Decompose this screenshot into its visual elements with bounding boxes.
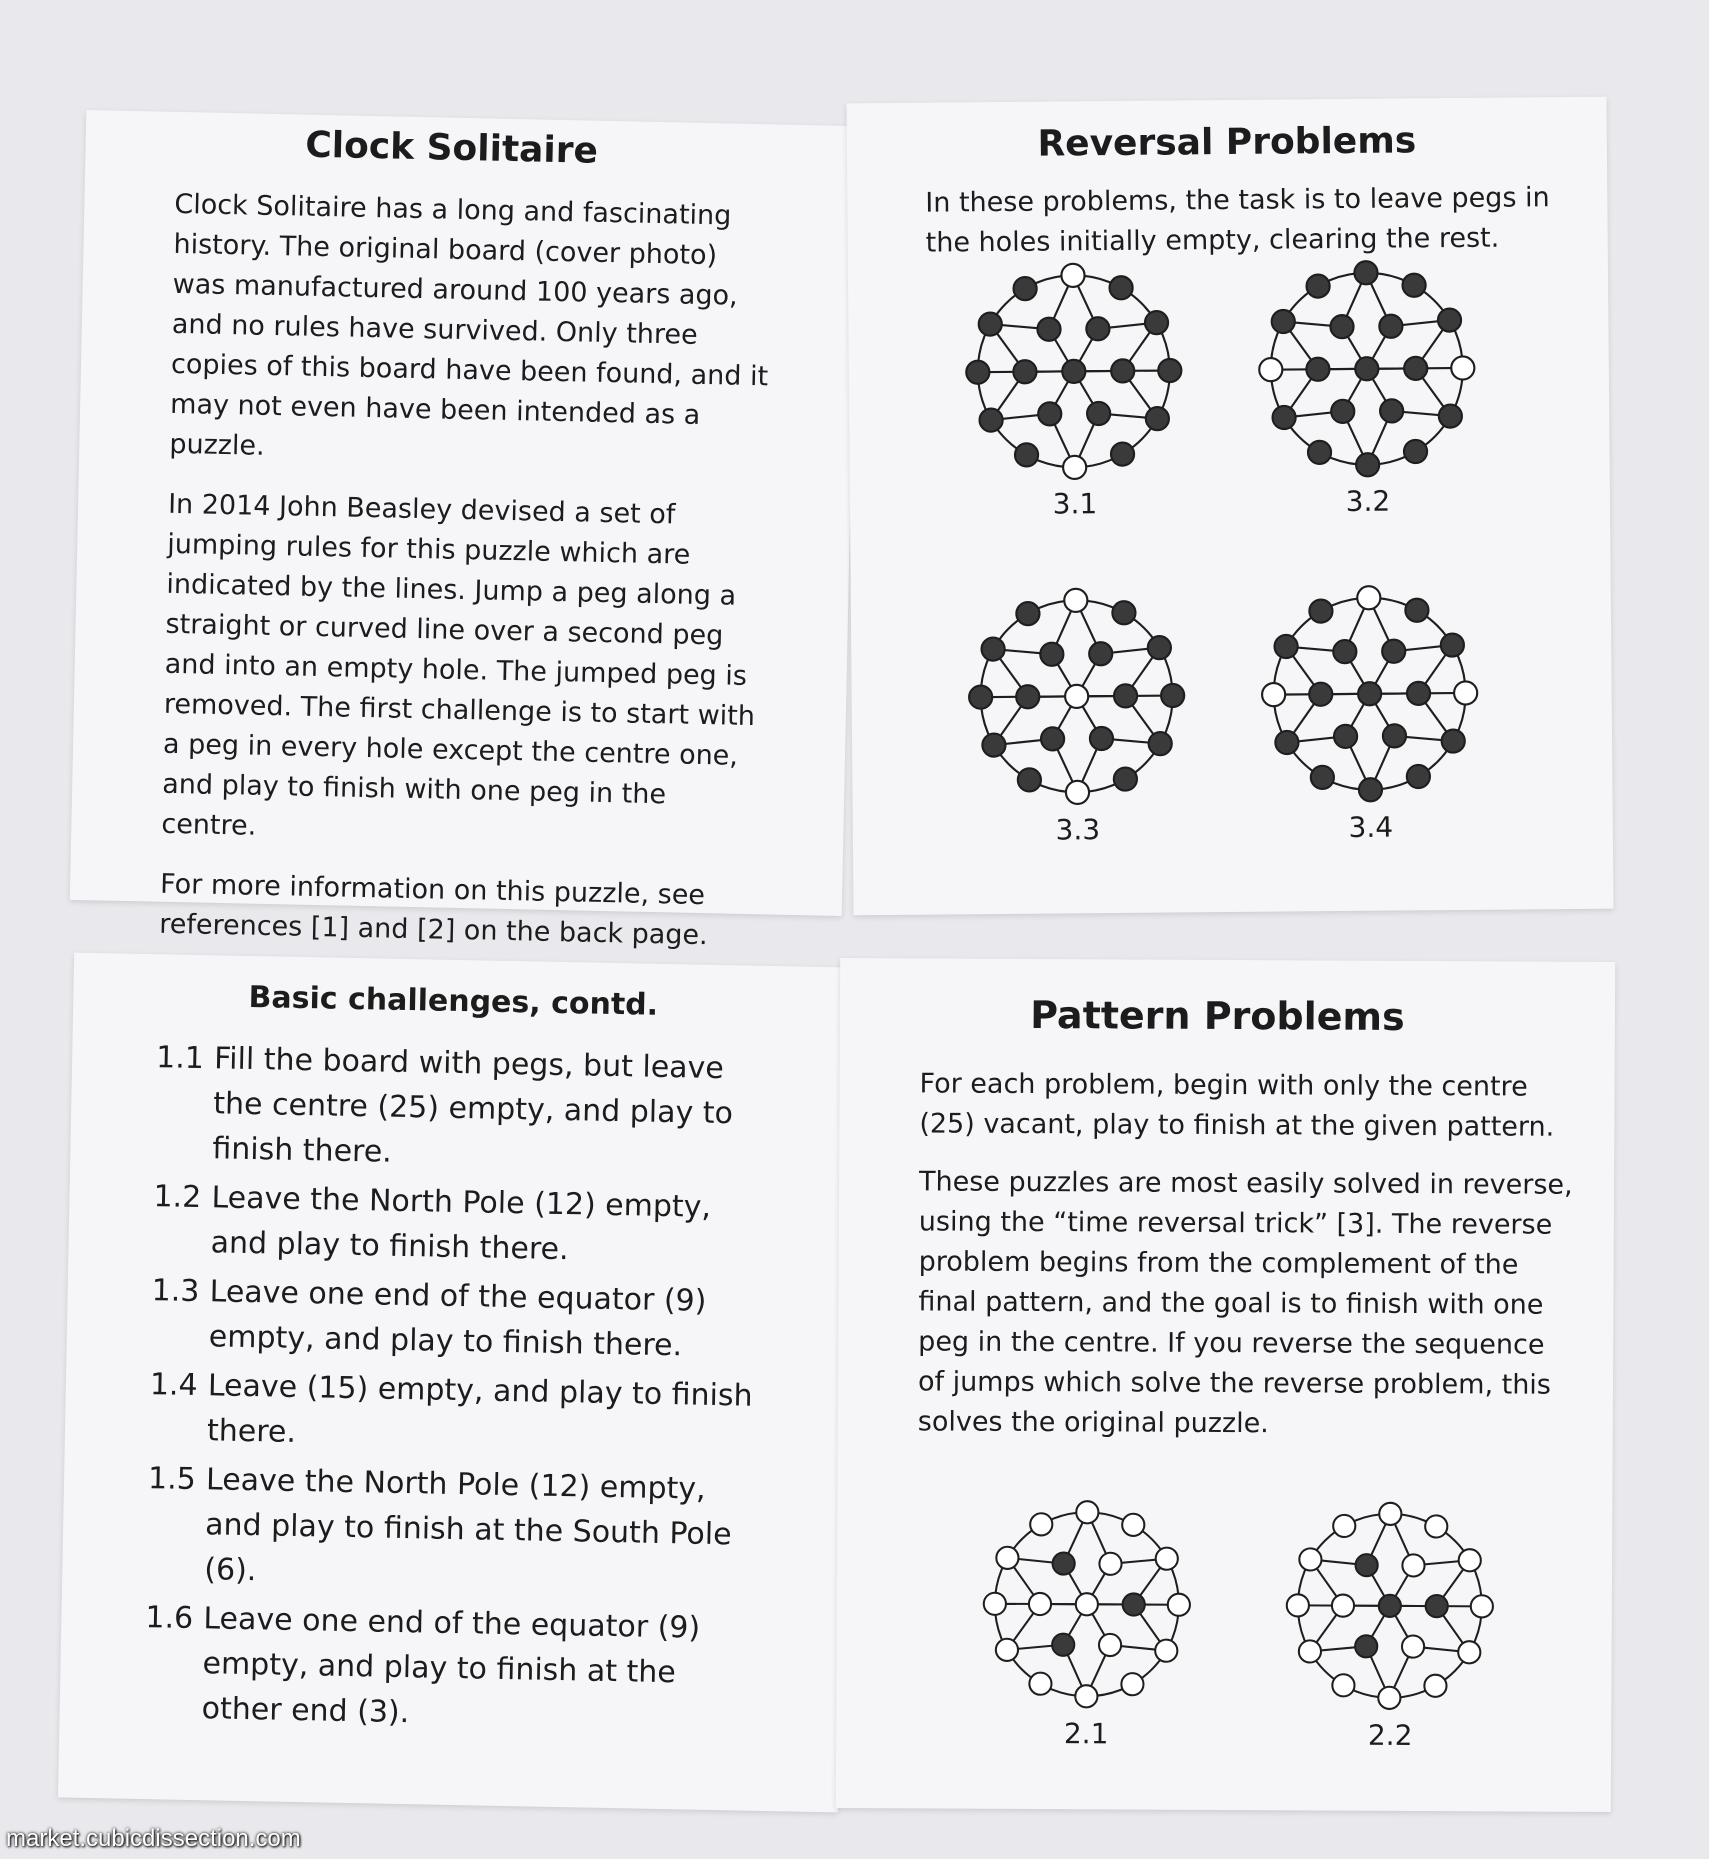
inner-peg — [1089, 642, 1112, 665]
basic-title: Basic challenges, contd. — [248, 979, 659, 1023]
outer-hole — [1064, 589, 1087, 612]
page-basic-challenges — [58, 953, 854, 1813]
item-number: 1.4 — [149, 1367, 198, 1404]
item-text: Leave one end of the equator (9) empty, and play to finish at the other end (3). — [201, 1601, 701, 1731]
centre-hole — [1076, 1593, 1098, 1615]
inner-peg — [1013, 360, 1036, 383]
outer-hole — [1471, 1595, 1493, 1617]
inner-peg — [1404, 357, 1427, 380]
inner-peg — [1382, 640, 1405, 663]
outer-peg — [1149, 732, 1172, 755]
list-item — [146, 1456, 814, 1604]
outer-peg — [1114, 767, 1137, 790]
outer-hole — [1424, 1675, 1446, 1697]
outer-hole — [1168, 1594, 1190, 1616]
inner-hole — [1332, 1594, 1354, 1616]
centre-peg — [1358, 682, 1381, 705]
inner-peg — [1383, 724, 1406, 747]
outer-peg — [1308, 441, 1331, 464]
outer-hole — [1122, 1514, 1144, 1536]
outer-hole — [1333, 1515, 1355, 1537]
outer-hole — [1425, 1515, 1447, 1537]
outer-hole — [1156, 1548, 1178, 1570]
outer-hole — [1076, 1501, 1098, 1523]
centre-peg — [1355, 357, 1378, 380]
board-3-4 — [1229, 573, 1511, 815]
outer-hole — [1287, 1594, 1309, 1616]
outer-peg — [1441, 633, 1464, 656]
outer-peg — [1158, 359, 1181, 382]
inner-peg — [1309, 683, 1332, 706]
outer-peg — [1311, 766, 1334, 789]
outer-hole — [1454, 681, 1477, 704]
outer-hole — [1061, 264, 1084, 287]
board-caption: 3.3 — [1055, 813, 1101, 847]
outer-peg — [1275, 731, 1298, 754]
item-text: Leave (15) empty, and play to finish there. — [206, 1368, 753, 1450]
inner-peg — [1331, 400, 1354, 423]
inner-peg — [1333, 640, 1356, 663]
outer-hole — [1332, 1674, 1354, 1696]
outer-hole — [996, 1639, 1018, 1661]
outer-hole — [1066, 781, 1089, 804]
inner-peg — [1426, 1595, 1448, 1617]
inner-peg — [1355, 1635, 1377, 1657]
board-caption: 2.1 — [1063, 1717, 1109, 1751]
outer-peg — [1404, 440, 1427, 463]
inner-peg — [1041, 727, 1064, 750]
inner-peg — [1379, 315, 1402, 338]
list-item — [152, 1174, 820, 1277]
board-caption: 2.2 — [1367, 1718, 1413, 1752]
list-item — [154, 1035, 822, 1183]
inner-hole — [1099, 1634, 1121, 1656]
outer-hole — [1259, 358, 1282, 381]
inner-peg — [1040, 643, 1063, 666]
outer-peg — [1272, 310, 1295, 333]
inner-peg — [1334, 725, 1357, 748]
clock-title: Clock Solitaire — [304, 124, 599, 172]
inner-peg — [1037, 318, 1060, 341]
board-3-1 — [933, 250, 1215, 492]
clock-paragraph: Clock Solitaire has a long and fascinating history. The original board (cover photo) was manufactured around 100 years ago, and no rules have survived. Only three copies of this board have been found, and it may not even have been intended as a puzzle. — [169, 188, 769, 462]
list-item — [150, 1268, 818, 1371]
item-number: 1.3 — [151, 1273, 200, 1310]
inner-peg — [1380, 399, 1403, 422]
outer-peg — [966, 361, 989, 384]
page-clock-solitaire — [70, 110, 858, 952]
outer-hole — [1075, 1685, 1097, 1707]
board-2-2 — [1254, 1490, 1525, 1721]
outer-peg — [1013, 277, 1036, 300]
outer-peg — [1402, 274, 1425, 297]
outer-hole — [1458, 1641, 1480, 1663]
inner-hole — [1029, 1593, 1051, 1615]
inner-peg — [1090, 727, 1113, 750]
pattern-paragraph: For each problem, begin with only the centre (25) vacant, play to finish at the given pattern. — [919, 1068, 1555, 1143]
outer-hole — [996, 1547, 1018, 1569]
item-number: 1.1 — [155, 1040, 205, 1077]
outer-peg — [979, 312, 1002, 335]
outer-hole — [1121, 1673, 1143, 1695]
outer-peg — [981, 637, 1004, 660]
outer-peg — [1274, 635, 1297, 658]
inner-peg — [1330, 315, 1353, 338]
board-2-1 — [951, 1489, 1222, 1720]
inner-peg — [1356, 1554, 1378, 1576]
outer-hole — [1030, 1513, 1052, 1535]
list-item — [143, 1595, 811, 1743]
outer-hole — [1451, 356, 1474, 379]
outer-hole — [1063, 456, 1086, 479]
outer-peg — [979, 408, 1002, 431]
challenge-list — [143, 1035, 822, 1743]
outer-hole — [1299, 1548, 1321, 1570]
item-number: 1.2 — [153, 1179, 202, 1216]
outer-peg — [1407, 765, 1430, 788]
inner-peg — [1407, 682, 1430, 705]
outer-peg — [1356, 453, 1379, 476]
centre-peg — [1062, 360, 1085, 383]
outer-peg — [1148, 636, 1171, 659]
outer-peg — [1359, 778, 1382, 801]
outer-peg — [1442, 729, 1465, 752]
outer-peg — [1112, 601, 1135, 624]
outer-peg — [982, 733, 1005, 756]
centre-hole — [1065, 685, 1088, 708]
outer-peg — [1438, 308, 1461, 331]
outer-hole — [1379, 1503, 1401, 1525]
list-item — [149, 1362, 817, 1465]
item-text: Leave the North Pole (12) empty, and play to finish at the South Pole (6). — [204, 1462, 732, 1589]
outer-peg — [1161, 684, 1184, 707]
pattern-title: Pattern Problems — [1030, 992, 1405, 1039]
item-number: 1.5 — [147, 1461, 197, 1498]
outer-peg — [1439, 404, 1462, 427]
outer-peg — [1018, 768, 1041, 791]
inner-peg — [1087, 402, 1110, 425]
centre-peg — [1379, 1595, 1401, 1617]
page-pattern-problems — [836, 958, 1615, 1812]
pattern-paragraph: These puzzles are most easily solved in reverse, using the “time reversal trick” [3]. The reverse problem begins from the complement of the final pattern, and the goal is to finish with one peg in the centre. If you reverse the sequence of jumps which solve the reverse problem, this solves the original puzzle. — [917, 1166, 1573, 1440]
clock-paragraph: In 2014 John Beasley devised a set of jumping rules for this puzzle which are indicated by the lines. Jump a peg along a straight or curved line over a second peg and into an empty hole. The jumped peg is removed. The first challenge is to start with a peg in every hole except the centre one, and play to finish with one peg in the centre. — [161, 488, 756, 842]
inner-peg — [1053, 1552, 1075, 1574]
outer-peg — [1016, 602, 1039, 625]
outer-hole — [1459, 1549, 1481, 1571]
inner-hole — [1402, 1554, 1424, 1576]
outer-hole — [1155, 1640, 1177, 1662]
outer-peg — [1306, 274, 1329, 297]
page-reversal-problems — [846, 97, 1613, 916]
outer-hole — [1378, 1687, 1400, 1709]
board-3-2 — [1226, 248, 1508, 490]
inner-peg — [1306, 358, 1329, 381]
inner-hole — [1402, 1635, 1424, 1657]
item-number: 1.6 — [145, 1600, 194, 1636]
inner-peg — [1114, 684, 1137, 707]
outer-peg — [1405, 599, 1428, 622]
outer-peg — [1272, 406, 1295, 429]
reversal-title: Reversal Problems — [1037, 120, 1417, 165]
inner-peg — [1052, 1634, 1074, 1656]
inner-peg — [1123, 1593, 1145, 1615]
board-caption: 3.4 — [1348, 810, 1394, 844]
outer-peg — [1109, 276, 1132, 299]
outer-peg — [1145, 311, 1168, 334]
outer-peg — [1111, 442, 1134, 465]
item-text: Leave one end of the equator (9) empty, and play to finish there. — [208, 1274, 707, 1364]
board-3-3 — [936, 575, 1218, 817]
clock-paragraph: For more information on this puzzle, see references [1] and [2] on the back page. — [158, 868, 709, 952]
outer-hole — [1029, 1673, 1051, 1695]
outer-hole — [1357, 586, 1380, 609]
outer-peg — [1354, 261, 1377, 284]
inner-peg — [1086, 317, 1109, 340]
inner-peg — [1016, 685, 1039, 708]
item-text: Fill the board with pegs, but leave the centre (25) empty, and play to finish there. — [212, 1041, 734, 1170]
board-caption: 3.2 — [1345, 484, 1391, 518]
inner-peg — [1038, 402, 1061, 425]
reversal-intro: In these problems, the task is to leave pegs in the holes initially empty, clearing the rest. — [925, 182, 1550, 259]
watermark-text: market.cubicdissection.com — [6, 1825, 301, 1852]
item-text: Leave the North Pole (12) empty, and play to finish there. — [210, 1180, 712, 1268]
board-caption: 3.1 — [1052, 487, 1098, 521]
outer-hole — [984, 1593, 1006, 1615]
inner-hole — [1099, 1553, 1121, 1575]
inner-peg — [1111, 359, 1134, 382]
outer-hole — [1299, 1640, 1321, 1662]
outer-peg — [1015, 443, 1038, 466]
outer-hole — [1262, 683, 1285, 706]
outer-peg — [969, 686, 992, 709]
outer-peg — [1146, 407, 1169, 430]
outer-peg — [1309, 599, 1332, 622]
